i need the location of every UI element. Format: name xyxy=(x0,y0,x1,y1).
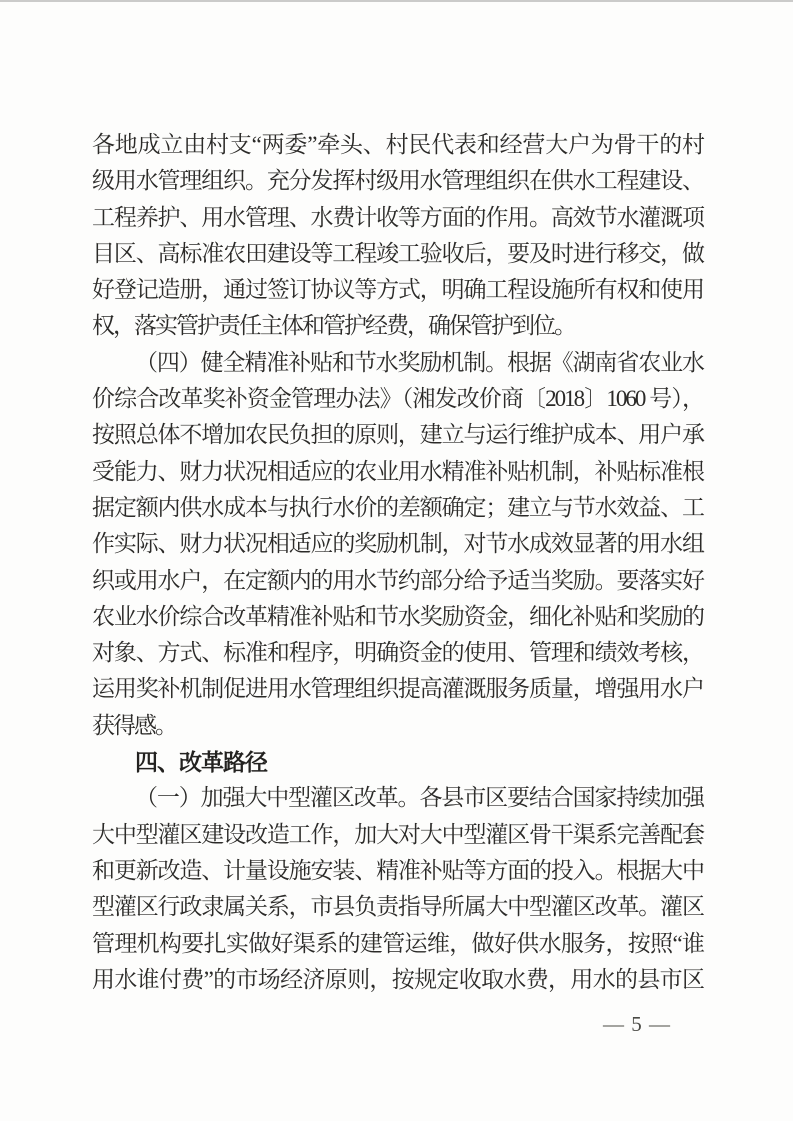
text-line: 价综合改革奖补资金管理办法》（湘发改价商〔2018〕1060 号）， xyxy=(92,386,703,412)
paragraph-end-line: 权，落实管护责任主体和管护经费，确保管护到位。 xyxy=(92,313,575,339)
text-line: 和更新改造、计量设施安装、精准补贴等方面的投入。根据大中 xyxy=(92,857,703,883)
text-line: 对象、方式、标准和程序，明确资金的使用、管理和绩效考核， xyxy=(92,640,703,666)
paragraph-lead-line: （一）加强大中型灌区改革。各县市区要结合国家持续加强 xyxy=(135,785,703,811)
text-line: 工程养护、用水管理、水费计收等方面的作用。高效节水灌溉项 xyxy=(92,204,703,230)
text-line: 各地成立由村支“两委”牵头、村民代表和经营大户为骨干的村 xyxy=(92,132,703,157)
text-line: 运用奖补机制促进用水管理组织提高灌溉服务质量，增强用水户 xyxy=(92,676,703,702)
text-line: 农业水价综合改革精准补贴和节水奖励资金，细化补贴和奖励的 xyxy=(92,603,703,629)
text-line: 大中型灌区建设改造工作，加大对大中型灌区骨干渠系完善配套 xyxy=(92,821,703,847)
text-line: 用水谁付费”的市场经济原则，按规定收取水费，用水的县市区 xyxy=(92,966,703,992)
paragraph-end-line: 获得感。 xyxy=(92,712,176,738)
document-body-text xyxy=(92,127,703,998)
text-line: 织或用水户，在定额内的用水节约部分给予适当奖励。要落实好 xyxy=(92,567,703,593)
text-line: 目区、高标准农田建设等工程竣工验收后，要及时进行移交，做 xyxy=(92,240,703,266)
text-line: 按照总体不增加农民负担的原则，建立与运行维护成本、用户承 xyxy=(92,422,703,448)
section-heading: 四、改革路径 xyxy=(135,749,267,776)
text-line: 管理机构要扎实做好渠系的建管运维，做好供水服务，按照“谁 xyxy=(92,930,703,956)
scan-edge-artifact xyxy=(0,0,793,2)
text-line: 级用水管理组织。充分发挥村级用水管理组织在供水工程建设、 xyxy=(92,168,703,194)
paragraph-lead-line: （四）健全精准补贴和节水奖励机制。根据《湖南省农业水 xyxy=(135,349,703,375)
text-line: 型灌区行政隶属关系，市县负责指导所属大中型灌区改革。灌区 xyxy=(92,894,703,920)
text-line: 受能力、财力状况相适应的农业用水精准补贴机制，补贴标准根 xyxy=(92,458,703,484)
text-line: 好登记造册，通过签订协议等方式，明确工程设施所有权和使用 xyxy=(92,277,703,303)
page-number: — 5 — xyxy=(603,1012,671,1036)
text-line: 作实际、财力状况相适应的奖励机制，对节水成效显著的用水组 xyxy=(92,531,703,557)
text-line: 据定额内供水成本与执行水价的差额确定；建立与节水效益、工 xyxy=(92,494,703,520)
